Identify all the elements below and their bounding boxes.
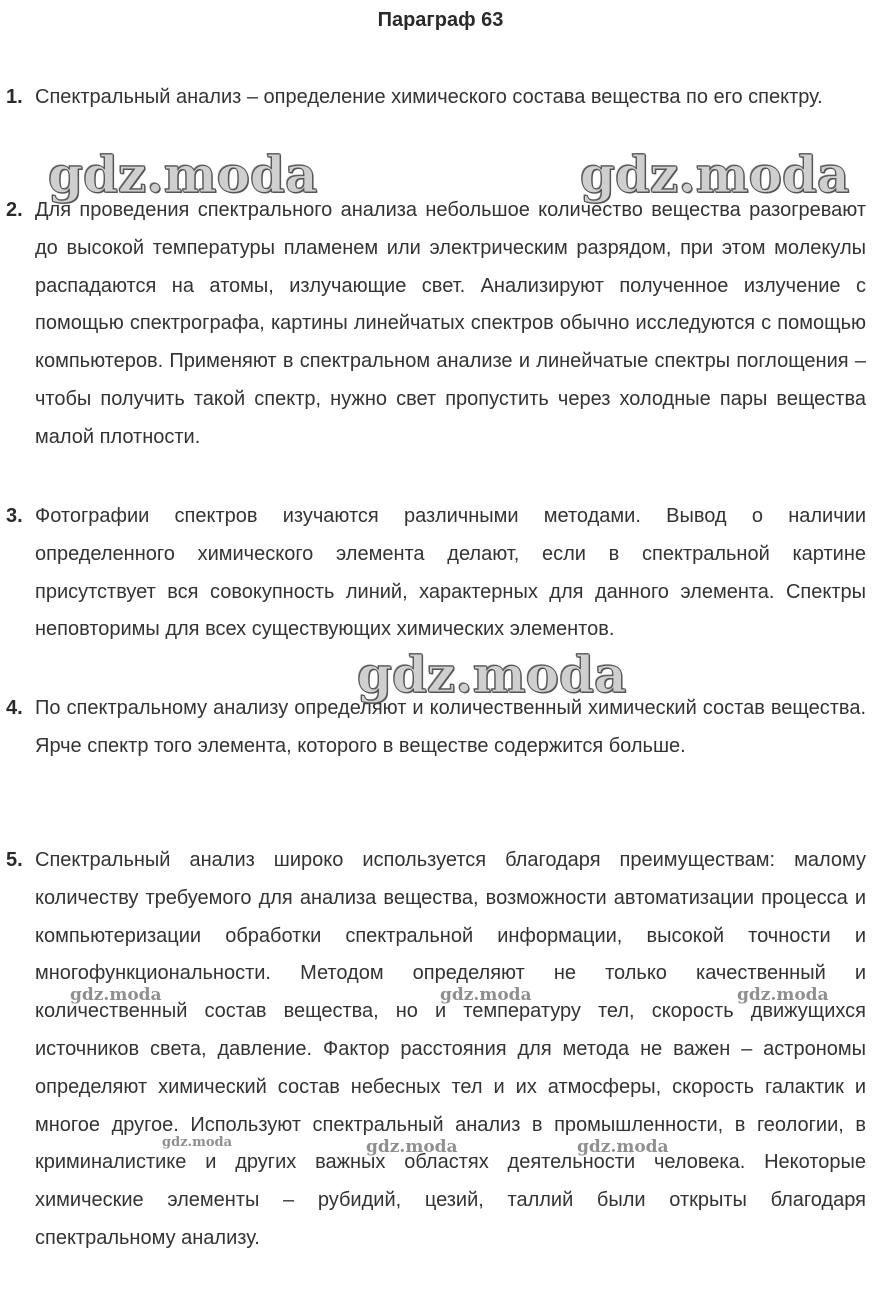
item-text: Спектральный анализ широко используется благодаря преимуществам: малому количеству требуемого для анализа вещества, возможности автоматизации процесса и компьютеризации обработки спектральной информации, высокой точности и многофункциональности. Методом определяют не только качественный и количественный состав вещества, но и температуру тел, скорость движущихся источников света, давление. Фактор расстояния для метода не важен – астрономы определяют химический состав небесных тел и их атмосферы, скорость галактик и многое другое. Используют спектральный анализ в промышленности, в геологии, в криминалистике и других важных областях деятельности человека. Некоторые химические элементы – рубидий, цезий, таллий были открыты благодаря спектральному анализу. — [35, 849, 866, 1249]
item-text: Спектральный анализ – определение химического состава вещества по его спектру. — [35, 86, 823, 108]
watermark: gdz.moda — [357, 645, 627, 704]
list-item — [6, 690, 866, 766]
watermark: gdz.moda — [48, 145, 318, 204]
item-text: Для проведения спектрального анализа небольшое количество вещества разогревают до высокой температуры пламенем или электрическим разрядом, при этом молекулы распадаются на атомы, излучающие свет. Анализируют полученное излучение с помощью спектрографа, картины линейчатых спектров обычно исследуются с помощью компьютеров. Применяют в спектральном анализе и линейчатые спектры поглощения – чтобы получить такой спектр, нужно свет пропустить через холодные пары вещества малой плотности. — [35, 199, 866, 448]
item-number: 3. — [6, 505, 23, 527]
watermark: gdz.moda — [70, 985, 162, 1005]
watermark: gdz.moda — [440, 985, 532, 1005]
list-item — [6, 498, 866, 649]
page-title: Параграф 63 — [377, 9, 504, 31]
watermark: gdz.moda — [577, 1137, 669, 1157]
item-text: Фотографии спектров изучаются различными методами. Вывод о наличии определенного химического элемента делают, если в спектральной картине присутствует вся совокупность линий, характерных для данного элемента. Спектры неповторимы для всех существующих химических элементов. — [35, 505, 866, 641]
list-item — [6, 842, 866, 1258]
watermark: gdz.moda — [580, 145, 850, 204]
item-text: По спектральному анализу определяют и количественный химический состав вещества. Ярче спектр того элемента, которого в веществе содержится больше. — [35, 697, 866, 757]
item-number: 5. — [6, 849, 23, 871]
list-item — [6, 192, 866, 457]
watermark: gdz.moda — [162, 1135, 233, 1150]
watermark: gdz.moda — [366, 1137, 458, 1157]
item-number: 2. — [6, 199, 23, 221]
item-number: 1. — [6, 86, 23, 108]
item-number: 4. — [6, 697, 23, 719]
watermark: gdz.moda — [737, 985, 829, 1005]
list-item — [6, 79, 866, 117]
